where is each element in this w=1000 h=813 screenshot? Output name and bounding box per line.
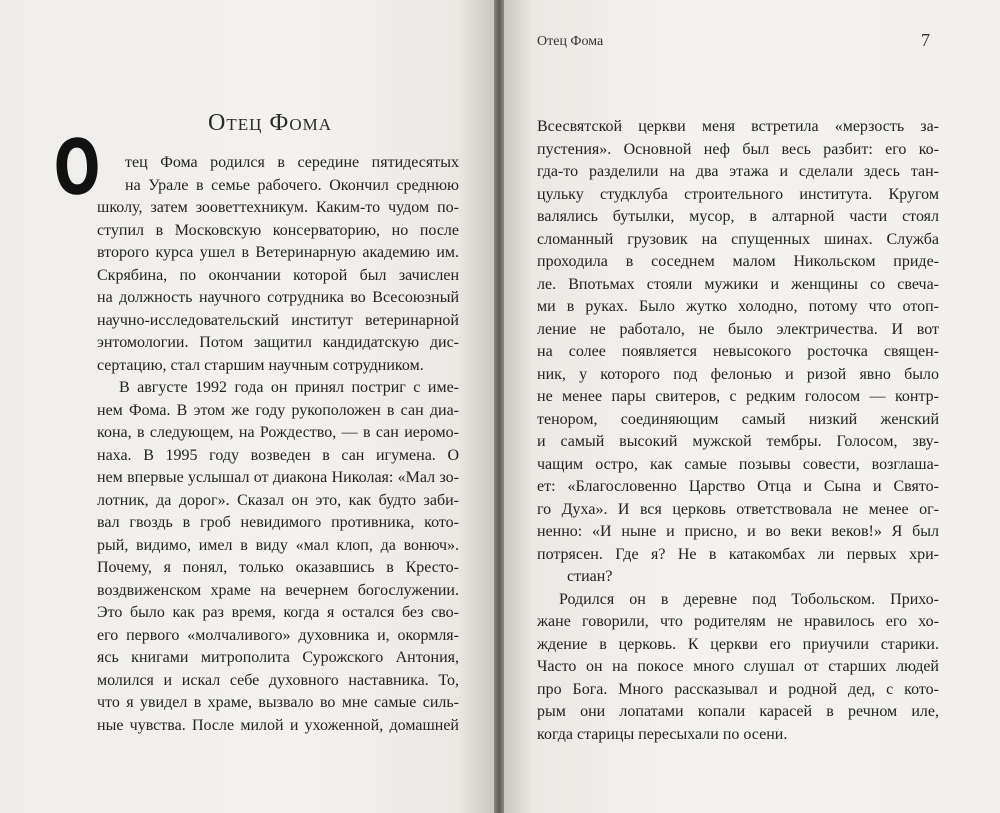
text-line: В августе 1992 года он принял постриг с име-	[119, 379, 459, 396]
text-line: тец Фома родился в середине пятидесятых	[125, 154, 459, 171]
text-line: ступил в Московскую консерваторию, но после	[97, 221, 459, 239]
text-line: наха. В 1995 году возведен в сан игумена. О	[97, 446, 459, 464]
text-line: на солее появляется невысокого росточка священ-	[537, 343, 939, 360]
text-line: цульку студклуба строительного института. Кругом	[537, 185, 939, 203]
text-line: школу, затем зооветтехникум. Каким-то чудом по-	[97, 199, 459, 216]
text-line: научно-исследовательский институт ветеринарной	[97, 311, 459, 329]
text-line: ждение в церковь. К церкви его приучили старики.	[537, 635, 939, 653]
text-line: валялись бутылки, мусор, в алтарной части стоял	[537, 208, 939, 225]
text-line: проходила в соседнем малом Никольском приде-	[537, 253, 939, 270]
text-line: нем впервые услышал от диакона Николая: «Мал зо-	[97, 469, 459, 486]
text-line: и самый высокий мужской тембры. Голосом, зву-	[537, 433, 939, 450]
text-line: второго курса ушел в Ветеринарную академию им.	[97, 244, 459, 261]
text-line: на Урале в семье рабочего. Окончил среднюю	[125, 176, 459, 194]
text-line: Всесвятской церкви меня встретила «мерзость за-	[537, 118, 939, 135]
text-line: ненно: «И ныне и присно, и во веки веков!» Я был	[537, 523, 939, 540]
text-line: пустения». Основной неф был весь разбит: его ко-	[537, 140, 939, 158]
text-line: тенором, соединяющим самый низкий женский	[537, 410, 939, 428]
text-line: молился и искал себе духовного наставника. То,	[97, 671, 459, 689]
page-number: 7	[921, 30, 930, 50]
text-line: ясь книгами митрополита Сурожского Антония,	[97, 649, 459, 666]
text-line: ет: «Благословенно Царство Отца и Сына и Свято-	[537, 478, 939, 495]
text-line: когда старицы пересыхали по осени.	[537, 725, 788, 743]
text-line: Часто он на покосе много слушал от старших людей	[537, 658, 939, 675]
left-page-text	[97, 152, 459, 737]
text-line: жане говорили, что родителям не нравилось его хо-	[537, 613, 939, 630]
text-line: рый, видимо, имел в виду «мал клоп, да вонюч».	[97, 536, 459, 554]
text-line: что я увидел в храме, вызвало во мне самые силь-	[97, 694, 459, 711]
text-line: нем Фома. В этом же году рукоположен в сан диа-	[97, 401, 459, 419]
text-line: на должность научного сотрудника во Всесоюзный	[97, 289, 459, 306]
text-line: энтомологии. Потом защитил кандидатскую дис-	[97, 334, 459, 351]
text-line: его первого «молчаливого» духовника и, окормля-	[97, 626, 459, 644]
drop-cap: О	[51, 120, 103, 214]
text-line: го Духа». И вся церковь ответствовала не менее ог-	[537, 500, 939, 518]
text-line: сертацию, стал старшим научным сотрудником.	[97, 356, 424, 374]
running-head: Отец Фома	[537, 34, 604, 49]
text-line: не менее пары свитеров, с редким голосом — контр-	[537, 388, 939, 405]
text-line: стиан?	[567, 568, 613, 585]
text-line: Это было как раз время, когда я остался без сво-	[97, 604, 459, 621]
text-line: Родился он в деревне под Тобольском. Прихо-	[559, 590, 939, 608]
chapter-title: Отец Фома	[207, 110, 332, 136]
text-line: гда-то разделили на два этажа и сделали здесь тан-	[537, 163, 939, 180]
text-line: кона, в следующем, на Рождество, — в сан иеромо-	[97, 424, 459, 441]
text-line: про Бога. Много рассказывал и родной дед, с кото-	[537, 680, 939, 698]
text-line: ле. Впотьмах стояли мужики и женщины со свеча-	[537, 275, 939, 293]
text-line: ные чувства. После милой и ухоженной, домашней	[97, 716, 459, 734]
text-line: потрясен. Где я? Не в катакомбах ли первых хри-	[537, 545, 939, 563]
text-line: сломанный грузовик на спущенных шинах. Служба	[537, 230, 939, 248]
right-page-text	[537, 116, 939, 746]
text-line: ник, у которого под фелонью и ризой явно было	[537, 365, 939, 383]
text-line: лотник, да дорог». Сказал он это, как будто заби-	[97, 491, 459, 509]
text-line: ми в руках. Было жутко холодно, потому что отоп-	[537, 298, 939, 315]
text-line: Скрябина, по окончании которой был зачислен	[97, 266, 459, 284]
text-line: воздвиженском храме на вечернем богослужении.	[97, 581, 459, 599]
text-line: вал гвоздь в гроб невидимого противника, кото-	[97, 514, 459, 531]
text-line: ление не работало, не было электричества. И вот	[537, 320, 939, 338]
text-line: рым они лопатами копали карасей в речном иле,	[537, 703, 939, 720]
text-line: чащим остро, как самые позывы совести, возглаша-	[537, 455, 939, 473]
text-line: Почему, я понял, только оказавшись в Кресто-	[97, 559, 459, 576]
